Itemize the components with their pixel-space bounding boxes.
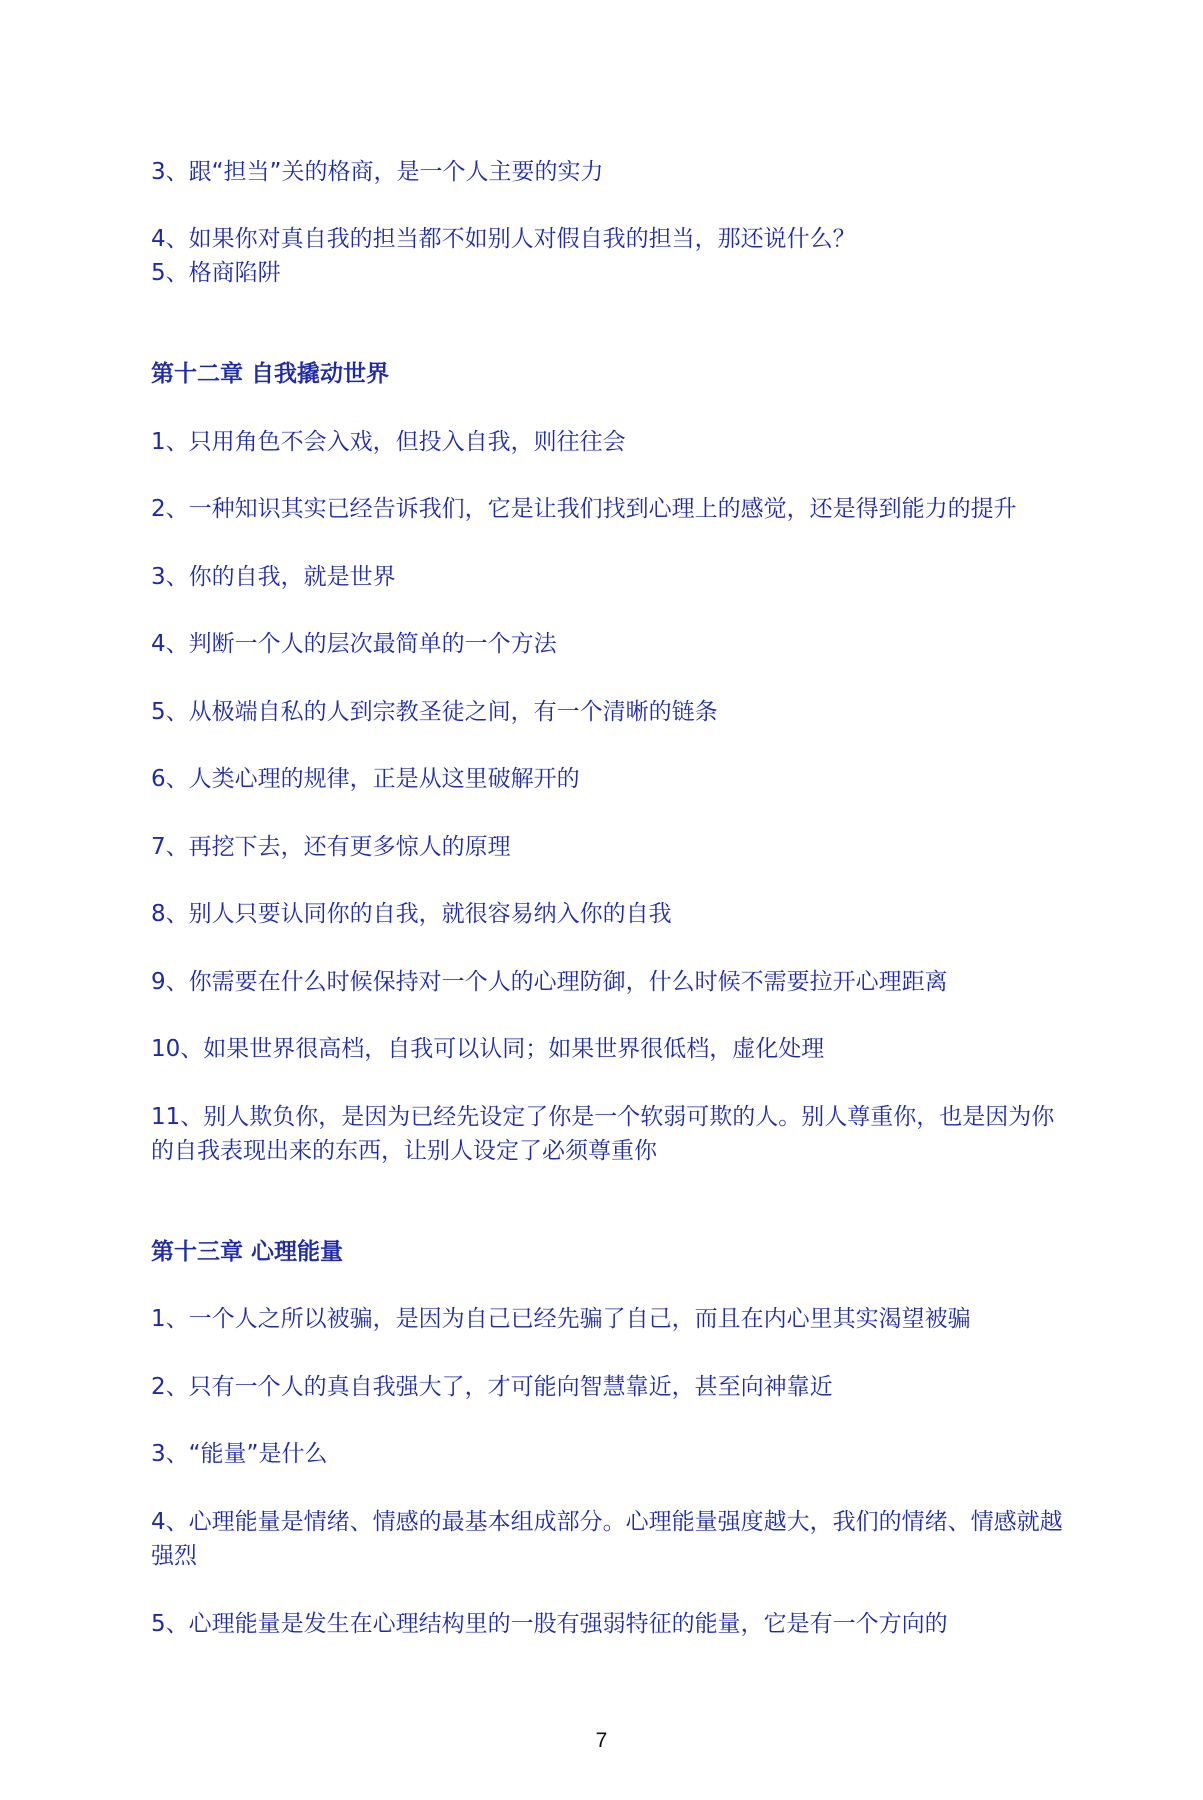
list-item: 3、你的自我，就是世界 (151, 564, 396, 590)
list-item: 4、心理能量是情绪、情感的最基本组成部分。心理能量强度越大，我们的情绪、情感就越强烈 (151, 1509, 1063, 1569)
list-item: 3、跟“担当”关的格商，是一个人主要的实力 (151, 159, 604, 185)
list-item: 9、你需要在什么时候保持对一个人的心理防御，什么时候不需要拉开心理距离 (151, 969, 948, 995)
chapter-12-heading: 第十二章 自我撬动世界 (151, 361, 390, 387)
chapter-13-heading: 第十三章 心理能量 (151, 1239, 344, 1265)
list-item: 4、如果你对真自我的担当都不如别人对假自我的担当，那还说什么？ (151, 226, 856, 252)
list-item: 2、一种知识其实已经告诉我们，它是让我们找到心理上的感觉，还是得到能力的提升 (151, 496, 1017, 522)
list-item: 5、从极端自私的人到宗教圣徒之间，有一个清晰的链条 (151, 699, 718, 725)
list-item: 8、别人只要认同你的自我，就很容易纳入你的自我 (151, 901, 672, 927)
list-item: 10、如果世界很高档，自我可以认同；如果世界很低档，虚化处理 (151, 1036, 825, 1062)
list-item: 5、格商陷阱 (151, 260, 281, 286)
list-item: 5、心理能量是发生在心理结构里的一股有强弱特征的能量，它是有一个方向的 (151, 1611, 948, 1637)
list-item: 2、只有一个人的真自我强大了，才可能向智慧靠近，甚至向神靠近 (151, 1374, 833, 1400)
list-item: 1、一个人之所以被骗，是因为自己已经先骗了自己，而且在内心里其实渴望被骗 (151, 1306, 971, 1332)
list-item: 7、再挖下去，还有更多惊人的原理 (151, 834, 511, 860)
list-item: 4、判断一个人的层次最简单的一个方法 (151, 631, 557, 657)
list-item: 6、人类心理的规律，正是从这里破解开的 (151, 766, 580, 792)
list-item: 1、只用角色不会入戏，但投入自我，则往往会 (151, 429, 626, 455)
list-item: 11、别人欺负你，是因为已经先设定了你是一个软弱可欺的人。别人尊重你，也是因为你的自我表现出来的东西，让别人设定了必须尊重你 (151, 1104, 1055, 1164)
page-number: 7 (595, 1729, 608, 1752)
list-item: 3、“能量”是什么 (151, 1441, 328, 1467)
